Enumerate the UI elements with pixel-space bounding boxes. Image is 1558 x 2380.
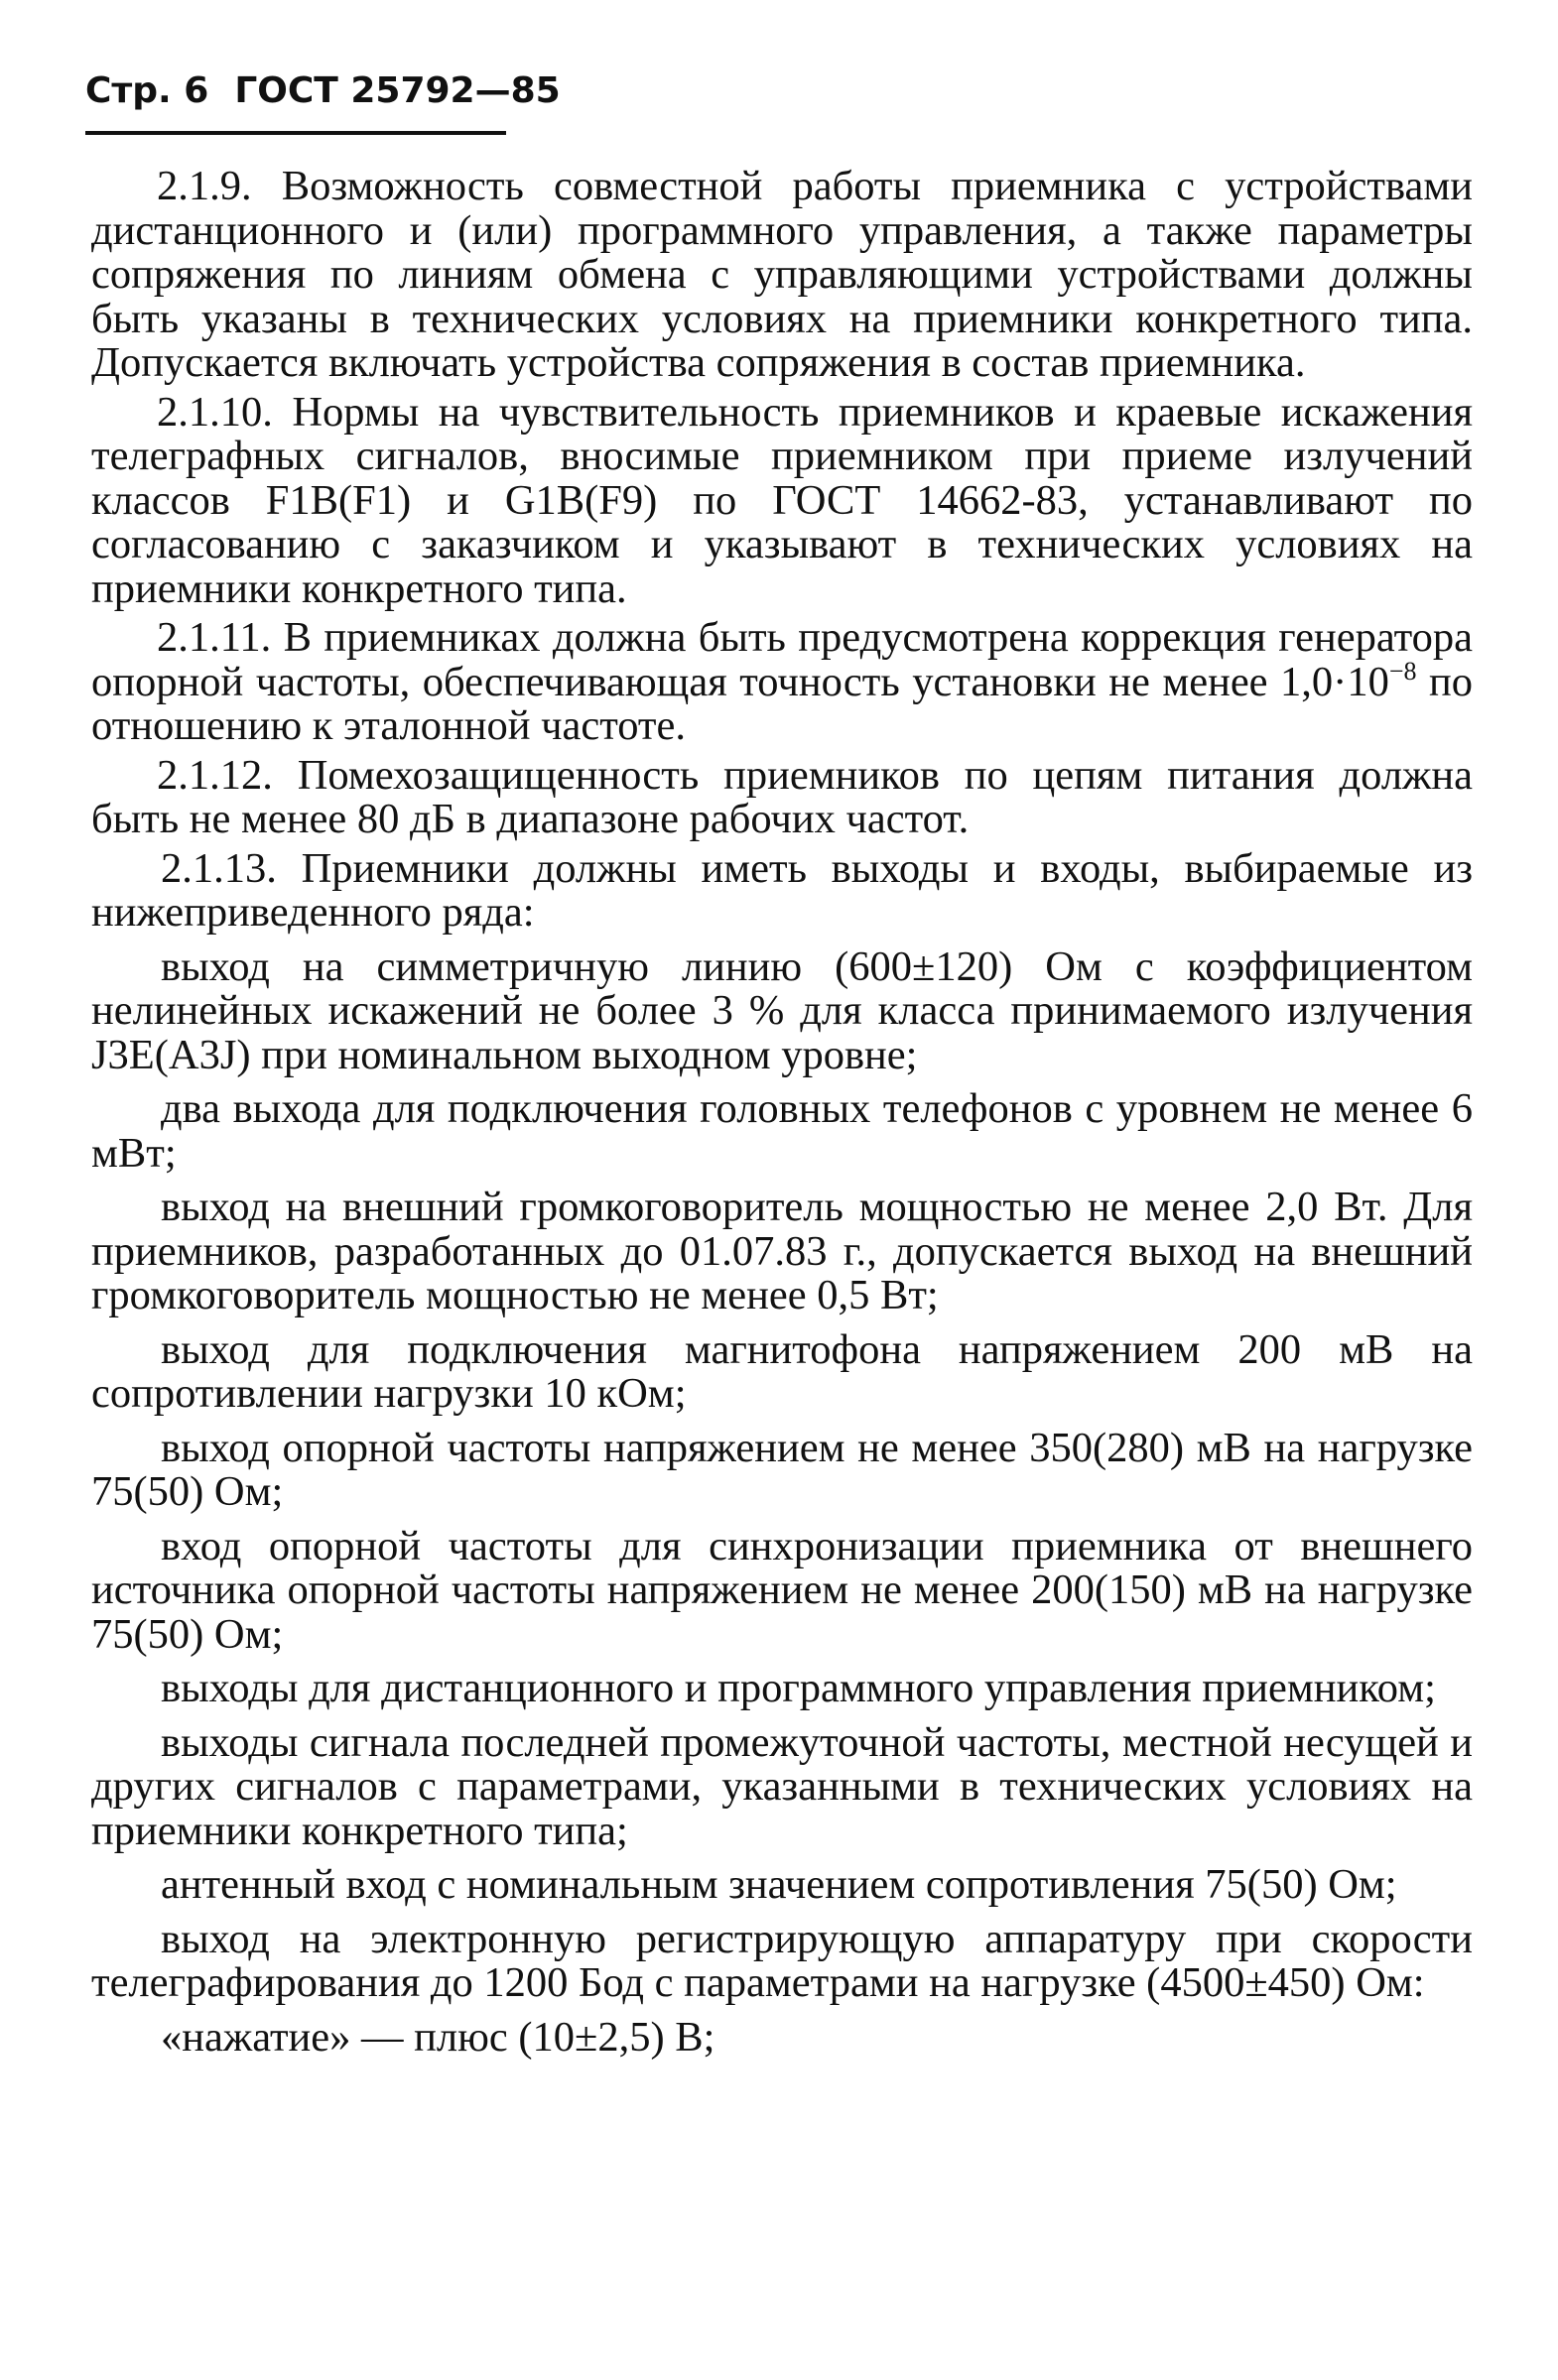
paragraph-2-1-13: 2.1.13. Приемники должны иметь выходы и входы, выбираемые из нижеприведенного ряда: (91, 844, 1473, 936)
paragraph-2-1-9: 2.1.9. Возможность совместной работы приемника с устройствами дистанционного и (или) программного управления, а также параметры сопряжения по линиям обмена с управляющими устройствами должны быть указаны в технических условиях на приемники конкретного типа. Допускается включать устройства сопряжения в состав приемника. (91, 163, 1473, 386)
list-item: выходы для дистанционного и программного управления приемником; (161, 1665, 1436, 1711)
page-number: Стр. 6 (85, 70, 209, 111)
page-header (85, 69, 561, 113)
paragraph-2-1-10: 2.1.10. Нормы на чувствительность приемников и краевые искажения телеграфных сигналов, вносимые приемником при приеме излучений классов F1B(F1) и G1B(F9) по ГОСТ 14662-83, устанавливают по согласованию с заказчиком и указывают в технических условиях на приемники конкретного типа. (91, 388, 1473, 612)
paragraph-2-1-12: 2.1.12. Помехозащищенность приемников по цепям питания должна быть не менее 80 дБ в диапазоне рабочих частот. (91, 751, 1473, 842)
list-item: выходы сигнала последней промежуточной частоты, местной несущей и других сигналов с параметрами, указанными в технических условиях на приемники конкретного типа; (91, 1718, 1473, 1854)
paragraph-2-1-11-text-end: по отношению к эталонной частоте. (91, 658, 1473, 749)
list-item: выход на внешний громкоговоритель мощностью не менее 2,0 Вт. Для приемников, разработанных до 01.07.83 г., допускается выход на внешний громкоговоритель мощностью не менее 0,5 Вт; (91, 1184, 1473, 1318)
header-rule (85, 131, 506, 135)
paragraph-2-1-11 (91, 616, 1473, 749)
list-item: выход для подключения магнитофона напряжением 200 мВ на сопротивлении нагрузки 10 кОм; (91, 1325, 1473, 1417)
standard-number: ГОСТ 25792—85 (234, 70, 561, 111)
exponent: −8 (1388, 656, 1417, 686)
paragraph-2-1-11-text: 2.1.11. В приемниках должна быть предусмотрена коррекция генератора опорной частоты, обеспечивающая точность установки не менее 1,0·10 (91, 614, 1473, 705)
list-item: вход опорной частоты для синхронизации приемника от внешнего источника опорной частоты напряжением не менее 200(150) мВ на нагрузке 75(50) Ом; (91, 1522, 1473, 1658)
document-body (91, 165, 1473, 2069)
list-item: два выхода для подключения головных телефонов с уровнем не менее 6 мВт; (91, 1085, 1473, 1177)
list-item: выход на симметричную линию (600±120) Ом с коэффициентом нелинейных искажений не более 3 % для класса принимаемого излучения J3E(A3J) при номинальном выходном уровне; (91, 942, 1473, 1078)
list-item: «нажатие» — плюс (10±2,5) В; (161, 2013, 715, 2061)
list-item: выход на электронную регистрирующую аппаратуру при скорости телеграфирования до 1200 Бод с параметрами на нагрузке (4500±450) Ом: (91, 1915, 1473, 2006)
list-item: выход опорной частоты напряжением не менее 350(280) мВ на нагрузке 75(50) Ом; (91, 1424, 1473, 1515)
list-item: антенный вход с номинальным значением сопротивления 75(50) Ом; (161, 1861, 1397, 1908)
